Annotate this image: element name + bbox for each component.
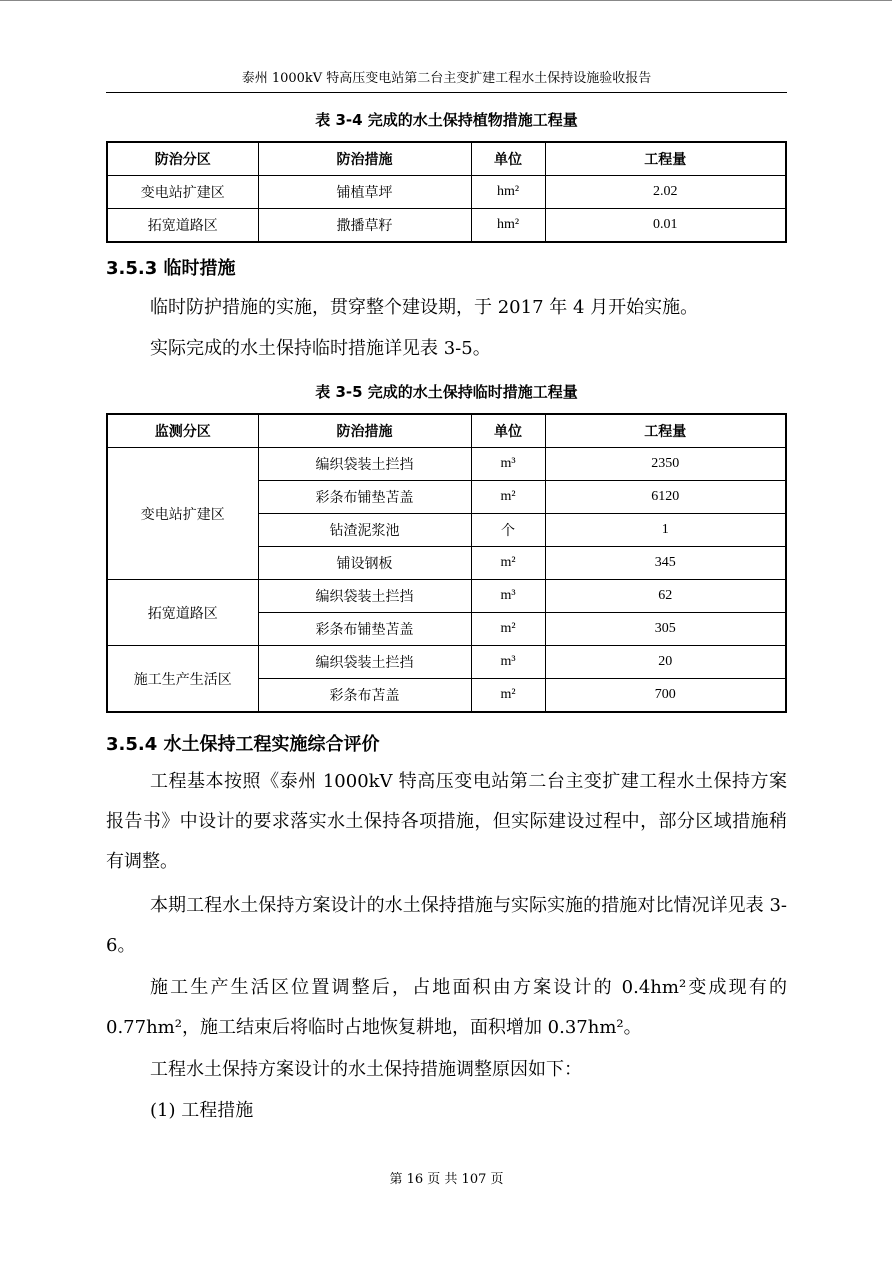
measure-cell: 铺植草坪 bbox=[258, 176, 471, 209]
table-row bbox=[107, 209, 786, 243]
header-unit: 单位 bbox=[471, 414, 545, 448]
zone-cell: 变电站扩建区 bbox=[107, 448, 258, 580]
header-measure: 防治措施 bbox=[258, 414, 471, 448]
zone-cell: 变电站扩建区 bbox=[107, 176, 258, 209]
unit-cell: m² bbox=[471, 613, 545, 646]
paragraph: 实际完成的水土保持临时措施详见表 3-5。 bbox=[150, 338, 491, 359]
paragraph: 工程水土保持方案设计的水土保持措施调整原因如下： bbox=[150, 1059, 582, 1080]
header-quantity: 工程量 bbox=[545, 414, 786, 448]
quantity-cell: 305 bbox=[545, 613, 786, 646]
header-measure: 防治措施 bbox=[258, 142, 471, 176]
list-item: (1) 工程措施 bbox=[150, 1100, 254, 1121]
table-3-5 bbox=[106, 413, 787, 713]
quantity-cell: 1 bbox=[545, 514, 786, 547]
table-row bbox=[107, 580, 786, 613]
quantity-cell: 0.01 bbox=[545, 209, 786, 243]
unit-cell: hm² bbox=[471, 209, 545, 243]
measure-cell: 钻渣泥浆池 bbox=[258, 514, 471, 547]
header-zone: 监测分区 bbox=[107, 414, 258, 448]
header-quantity: 工程量 bbox=[545, 142, 786, 176]
unit-cell: m³ bbox=[471, 448, 545, 481]
page-footer: 第 16 页 共 107 页 bbox=[389, 1172, 504, 1187]
paragraph: 临时防护措施的实施，贯穿整个建设期，于 2017 年 4 月开始实施。 bbox=[150, 297, 699, 318]
table-3-4-caption: 表 3-4 完成的水土保持植物措施工程量 bbox=[315, 111, 578, 129]
quantity-cell: 700 bbox=[545, 679, 786, 713]
table-row bbox=[107, 646, 786, 679]
quantity-cell: 62 bbox=[545, 580, 786, 613]
paragraph: 施工生产生活区位置调整后，占地面积由方案设计的 0.4hm²变成现有的 0.77hm²，施工结束后将临时占地恢复耕地，面积增加 0.37hm²。 bbox=[106, 977, 787, 1038]
quantity-cell: 2350 bbox=[545, 448, 786, 481]
measure-cell: 铺设钢板 bbox=[258, 547, 471, 580]
table-header-row bbox=[107, 142, 786, 176]
measure-cell: 编织袋装土拦挡 bbox=[258, 580, 471, 613]
paragraph: 工程基本按照《泰州 1000kV 特高压变电站第二台主变扩建工程水土保持方案报告书》中设计的要求落实水土保持各项措施，但实际建设过程中，部分区域措施稍有调整。 bbox=[106, 771, 787, 872]
measure-cell: 彩条布苫盖 bbox=[258, 679, 471, 713]
quantity-cell: 345 bbox=[545, 547, 786, 580]
unit-cell: 个 bbox=[471, 514, 545, 547]
section-3-5-3-heading: 3.5.3 临时措施 bbox=[106, 258, 236, 279]
paragraph: 本期工程水土保持方案设计的水土保持措施与实际实施的措施对比情况详见表 3-6。 bbox=[106, 895, 787, 956]
page-top-border bbox=[0, 0, 892, 1]
measure-cell: 彩条布铺垫苫盖 bbox=[258, 613, 471, 646]
measure-cell: 彩条布铺垫苫盖 bbox=[258, 481, 471, 514]
unit-cell: m³ bbox=[471, 580, 545, 613]
unit-cell: m³ bbox=[471, 646, 545, 679]
quantity-cell: 20 bbox=[545, 646, 786, 679]
zone-cell: 施工生产生活区 bbox=[107, 646, 258, 713]
measure-cell: 编织袋装土拦挡 bbox=[258, 646, 471, 679]
measure-cell: 撒播草籽 bbox=[258, 209, 471, 243]
table-3-4 bbox=[106, 141, 787, 243]
quantity-cell: 2.02 bbox=[545, 176, 786, 209]
table-3-5-caption: 表 3-5 完成的水土保持临时措施工程量 bbox=[315, 383, 578, 401]
header-unit: 单位 bbox=[471, 142, 545, 176]
header-rule bbox=[106, 92, 787, 93]
header-zone: 防治分区 bbox=[107, 142, 258, 176]
table-row bbox=[107, 448, 786, 481]
unit-cell: m² bbox=[471, 679, 545, 713]
zone-cell: 拓宽道路区 bbox=[107, 580, 258, 646]
measure-cell: 编织袋装土拦挡 bbox=[258, 448, 471, 481]
unit-cell: m² bbox=[471, 547, 545, 580]
unit-cell: m² bbox=[471, 481, 545, 514]
table-row bbox=[107, 176, 786, 209]
zone-cell: 拓宽道路区 bbox=[107, 209, 258, 243]
section-3-5-4-heading: 3.5.4 水土保持工程实施综合评价 bbox=[106, 734, 380, 755]
quantity-cell: 6120 bbox=[545, 481, 786, 514]
page-header: 泰州 1000kV 特高压变电站第二台主变扩建工程水土保持设施验收报告 bbox=[241, 71, 652, 86]
unit-cell: hm² bbox=[471, 176, 545, 209]
table-header-row bbox=[107, 414, 786, 448]
